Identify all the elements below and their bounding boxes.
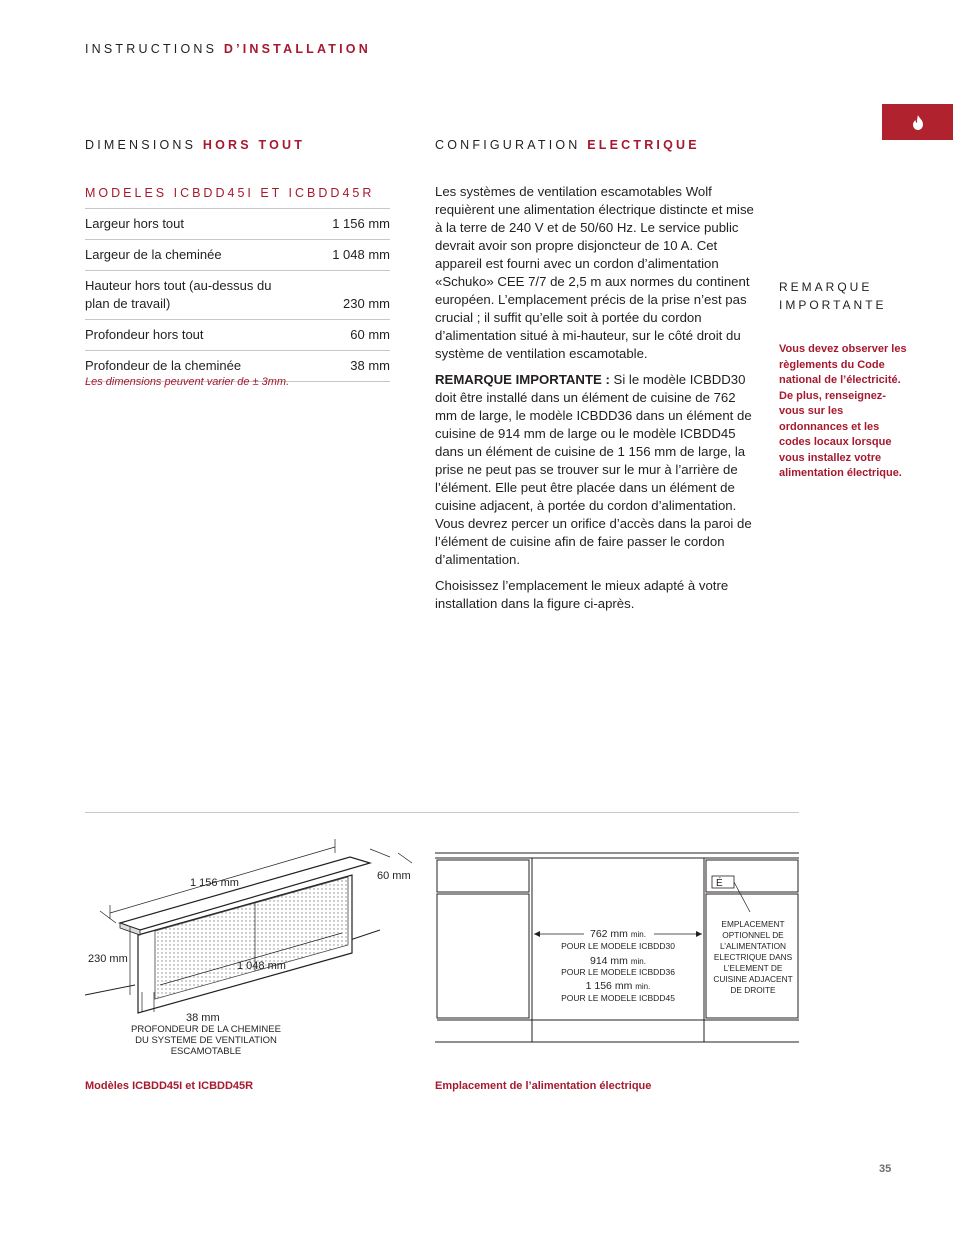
option-line: CUISINE ADJACENT [713,974,793,984]
electrical-heading [435,138,700,152]
svg-text:914 mm min. [590,955,646,967]
row-value: 60 mm [285,320,390,351]
header-bold: D’INSTALLATION [223,42,371,56]
table-row [85,320,390,351]
electrical-body [435,183,757,621]
flame-icon [912,115,924,130]
row-value: 1 048 mm [285,240,390,271]
row-label: Profondeur de la cheminée [85,351,285,382]
note-line-2: DU SYSTEME DE VENTILATION [135,1035,277,1046]
remarque-body: Vous devez observer les règlements du Code national de l’électricité. De plus, renseignez-vous sur les ordonnances et les codes locaux lorsque vous installez votre alimentation électrique. [779,343,907,479]
important-text: Si le modèle ICBDD30 doit être installé dans un élément de cuisine de 762 mm de large, le modèle ICBDD36 dans un élément de cuisine de 914 mm de large ou le modèle ICBDD45 dans un élément de cuisine de 1 156 mm de large, la prise ne peut pas se trouver sur le mur à l’arrière de l’élément. Elle peut être placée dans un élément de cuisine adjacent, à portée du cordon d’alimentation. Vous devrez percer un orifice d’accès dans la paroi de l’élément de cuisine afin de faire passer le cordon d’alimentation. [435,372,752,567]
electrical-heading-bold: ELECTRIQUE [587,138,700,152]
dimensions-heading-light: DIMENSIONS [85,138,197,152]
models-heading: MODELES ICBDD45I ET ICBDD45R [85,186,375,200]
cab-size-3: 1 156 mm [585,980,633,992]
electrical-para-1: Les systèmes de ventilation escamotables Wolf requièrent une alimentation électrique distincte et mise à la terre de 240 V et de 50/60 Hz. Le service public devrait avoir son propre disjoncteur de 10 A. Cet appareil est fourni avec un cordon d’alimentation «Schuko» CEE 7/7 de 2,5 m aux normes du continent européen. L’emplacement précis de la prise n’est pas crucial ; il suffit qu’elle soit à portée du cordon d’alimentation situé à mi-hauteur, sur le côté droit du système de ventilation escamotable. [435,184,754,361]
table-row [85,271,390,320]
table-row [85,209,390,240]
option-line: L’ALIMENTATION [719,941,787,951]
cab-min-3: min. [635,982,651,991]
cab-min-1: min. [630,930,646,939]
row-label: Hauteur hors tout (au-dessus du plan de travail) [85,271,285,320]
outlet-symbol: É [716,878,723,889]
section-tab [882,104,953,140]
option-line: OPTIONNEL DE [722,930,784,940]
dimensions-heading [85,138,305,152]
remarque-heading: REMARQUE IMPORTANTE [779,280,887,312]
figure-unit-diagram [80,835,425,1065]
dimensions-footnote: Les dimensions peuvent varier de ± 3mm. [85,376,290,388]
row-value: 1 156 mm [285,209,390,240]
option-line: EMPLACEMENT [721,919,785,929]
cab-model-1: POUR LE MODELE ICBDD30 [561,941,675,951]
dim-width: 1 156 mm [190,877,239,889]
page-header [85,42,371,56]
svg-text:1 156 mm min. [586,980,651,992]
dimensions-heading-bold: HORS TOUT [202,138,306,152]
option-line: L’ELEMENT DE [723,963,783,973]
figure-2-caption: Emplacement de l’alimentation électrique [435,1080,652,1092]
row-label: Largeur de la cheminée [85,240,285,271]
electrical-para-2 [435,371,757,569]
dim-depth: 60 mm [377,870,411,882]
electrical-para-3: Choisissez l’emplacement le mieux adapté à votre installation dans la figure ci-après. [435,578,729,611]
cab-model-2: POUR LE MODELE ICBDD36 [561,967,675,977]
figure-1-caption: Modèles ICBDD45I et ICBDD45R [85,1080,254,1092]
cab-size-2: 914 mm [590,955,628,967]
header-light: INSTRUCTIONS [85,42,218,56]
row-value: 230 mm [285,271,390,320]
row-value: 38 mm [285,351,390,382]
note-line-1: PROFONDEUR DE LA CHEMINEE [131,1024,281,1035]
option-line: ELECTRIQUE DANS [713,952,793,962]
table-row [85,240,390,271]
note-line-3: ESCAMOTABLE [170,1046,242,1057]
page-number: 35 [879,1163,892,1175]
figure-outlet-diagram [432,848,802,1048]
cab-size-1: 762 mm [590,928,628,940]
figure-divider [85,812,799,813]
dim-chimney-depth: 38 mm [186,1012,220,1024]
dimensions-table [85,208,390,382]
cab-min-2: min. [630,957,646,966]
dim-chimney-width: 1 048 mm [237,960,286,972]
row-label: Largeur hors tout [85,209,285,240]
cab-model-3: POUR LE MODELE ICBDD45 [561,993,675,1003]
dim-height: 230 mm [88,953,128,965]
option-line: DE DROITE [730,985,776,995]
important-label: REMARQUE IMPORTANTE : [435,372,610,387]
svg-text:762 mm min. [590,928,646,940]
row-label: Profondeur hors tout [85,320,285,351]
electrical-heading-light: CONFIGURATION [435,138,581,152]
